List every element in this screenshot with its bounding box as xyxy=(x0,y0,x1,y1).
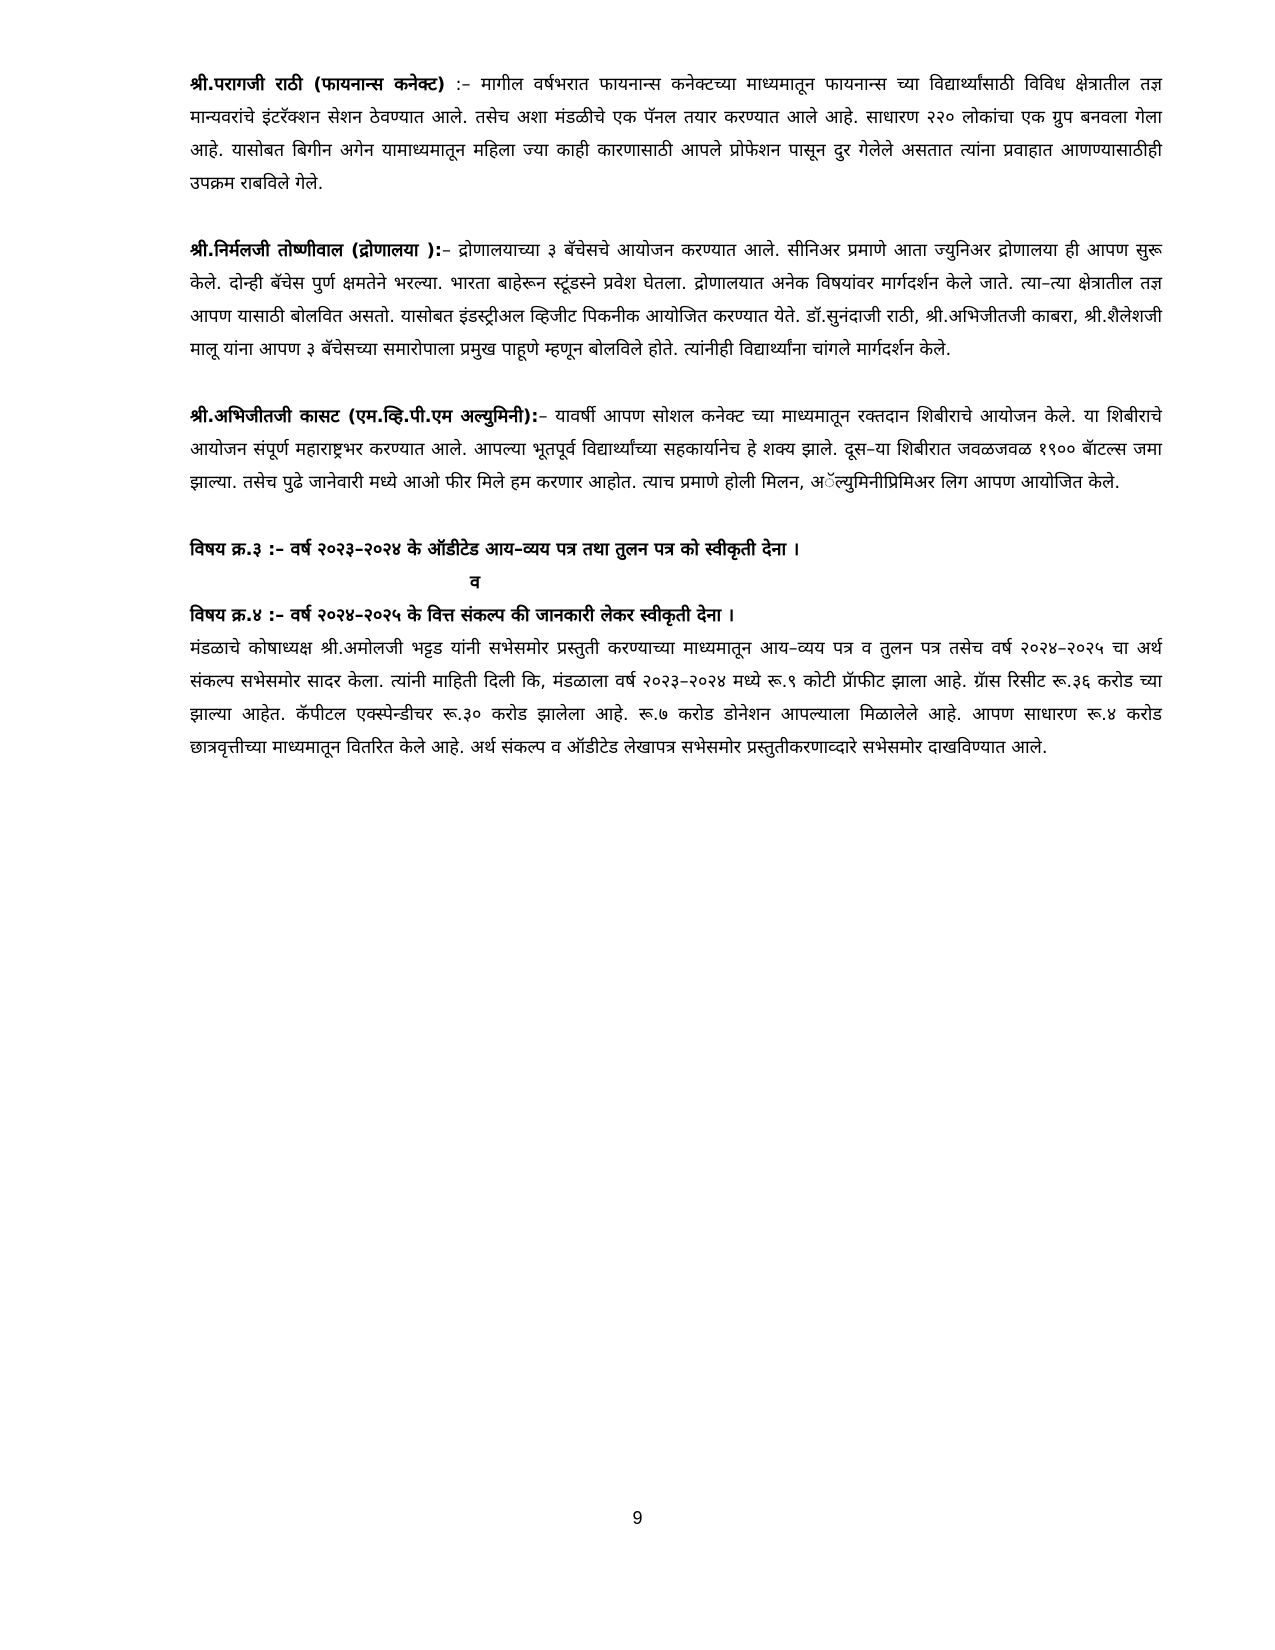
paragraph-dronalaya xyxy=(190,234,1162,366)
speaker-name: श्री.अभिजीतजी कासट (एम.व्हि.पी.एम अल्युमिनी): xyxy=(190,406,539,427)
paragraph-text: – द्रोणालयाच्या ३ बॅचेसचे आयोजन करण्यात आले. सीनिअर प्रमाणे आता ज्युनिअर द्रोणालया ही आपण सुरू केले. दोन्ही बॅचेस पुर्ण क्षमतेने भरल्या. भारता बाहेरून स्टूंडस्ने प्रवेश घेतला. द्रोणालयात अनेक विषयांवर मार्गदर्शन केले जाते. त्या–त्या क्षेत्रातील तज्ञ आपण यासाठी बोलवित असतो. यासोबत इंडस्ट्रीअल व्हिजीट पिकनीक आयोजित करण्यात येते. डॉ.सुनंदाजी राठी, श्री.अभिजीतजी काबरा, श्री.शैलेशजी मालू यांना आपण ३ बॅचेसच्या समारोपाला प्रमुख पाहूणे म्हणून बोलविले होते. त्यांनीही विद्यार्थ्यांना चांगले मार्गदर्शन केले. xyxy=(190,240,1162,360)
paragraph-finance-connect xyxy=(190,68,1162,200)
paragraph-text: :– मागील वर्षभरात फायनान्स कनेक्टच्या माध्यमातून फायनान्स च्या विद्यार्थ्यांसाठी विविध क्षेत्रातील तज्ञ मान्यवरांचे इंटरॅक्शन सेशन ठेवण्यात आले. तसेच अशा मंडळीचे एक पॅनल तयार करण्यात आले आहे. साधारण २२० लोकांचा एक ग्रुप बनवला गेला आहे. यासोबत बिगीन अगेन यामाध्यमातून महिला ज्या काही कारणासाठी आपले प्रोफेशन पासून दुर गेलेले असतात त्यांना प्रवाहात आणण्यासाठीही उपक्रम राबविले गेले. xyxy=(190,74,1162,194)
subject-4-heading: विषय क्र.४ :– वर्ष २०२४–२०२५ के वित्त संकल्प की जानकारी लेकर स्वीकृती देना । xyxy=(190,605,735,626)
paragraph-alumni xyxy=(190,400,1162,499)
subject-3-heading: विषय क्र.३ :– वर्ष २०२३–२०२४ के ऑडीटेड आय–व्यय पत्र तथा तुलन पत्र को स्वीकृती देना । xyxy=(190,539,800,560)
speaker-name: श्री.निर्मलजी तोष्णीवाल (द्रोणालया ): xyxy=(190,240,442,261)
document-body xyxy=(190,68,1162,764)
paragraph-text: – यावर्षी आपण सोशल कनेक्ट च्या माध्यमातून रक्तदान शिबीराचे आयोजन केले. या शिबीराचे आयोजन संपूर्ण महाराष्ट्रभर करण्यात आले. आपल्या भूतपूर्व विद्यार्थ्यांच्या सहकार्यानेच हे शक्य झाले. दूस–या शिबीरात जवळजवळ १९०० बॅाटल्स जमा झाल्या. तसेच पुढे जानेवारी मध्ये आओ फीर मिले हम करणार आहोत. त्याच प्रमाणे होली मिलन, अॅल्युमिनीप्रिमिअर लिग आपण आयोजित केले. xyxy=(190,406,1162,493)
page-number: 9 xyxy=(632,1508,643,1528)
treasurer-report-paragraph: मंडळाचे कोषाध्यक्ष श्री.अमोलजी भट्टड यांनी सभेसमोर प्रस्तुती करण्याच्या माध्यमातून आय–व्यय पत्र व तुलन पत्र तसेच वर्ष २०२४–२०२५ चा अर्थ संकल्प सभेसमोर सादर केला. त्यांनी माहिती दिली कि, मंडळाला वर्ष २०२३–२०२४ मध्ये रू.९ कोटी प्रॅाफीट झाला आहे. ग्रॅास रिसीट रू.३६ करोड च्या झाल्या आहेत. कॅपीटल एक्स्पेन्डीचर रू.३० करोड झालेला आहे. रू.७ करोड डोनेशन आपल्याला मिळालेले आहे. आपण साधारण रू.४ करोड छात्रवृत्तीच्या माध्यमातून वितरित केले आहे. अर्थ संकल्प व ऑडीटेड लेखापत्र सभेसमोर प्रस्तुतीकरणाव्दारे सभेसमोर दाखविण्यात आले. xyxy=(190,638,1162,758)
subject-connector: व xyxy=(470,572,481,593)
speaker-name: श्री.परागजी राठी (फायनान्स कनेक्ट) xyxy=(190,74,446,95)
